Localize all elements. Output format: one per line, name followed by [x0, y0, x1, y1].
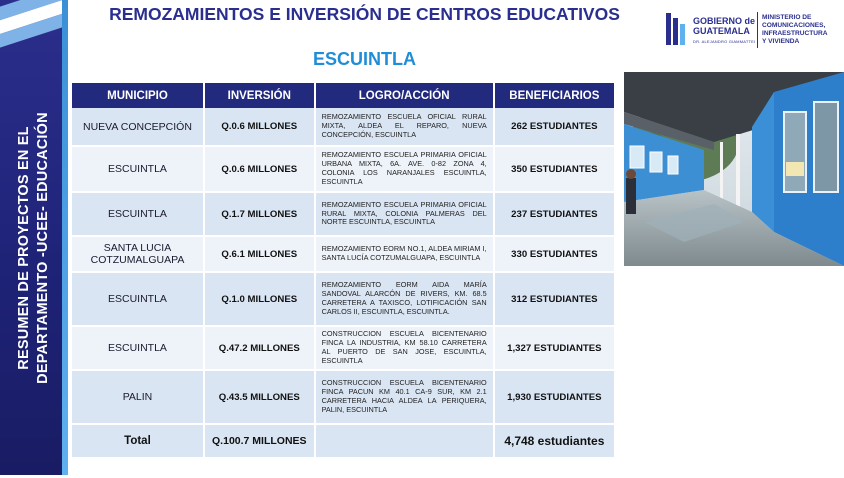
school-photo — [624, 72, 844, 266]
header-inversion: INVERSIÓN — [204, 83, 315, 108]
cell-beneficiarios: 1,930 ESTUDIANTES — [494, 370, 614, 424]
header-municipio: MUNICIPIO — [72, 83, 204, 108]
cell-municipio: PALIN — [72, 370, 204, 424]
cell-beneficiarios: 350 ESTUDIANTES — [494, 146, 614, 192]
cell-inversion: Q.47.2 MILLONES — [204, 326, 315, 370]
cell-municipio: NUEVA CONCEPCIÓN — [72, 108, 204, 146]
table-row — [72, 326, 614, 370]
cell-logro: CONSTRUCCION ESCUELA BICENTENARIO FINCA LA INDUSTRIA, KM 58.10 CARRETERA AL PUERTO DE SAN JOSE, ESCUINTLA, ESCUINTLA — [315, 326, 494, 370]
school-corridor-image — [624, 72, 844, 266]
side-title-line1: RESUMEN DE PROYECTOS EN EL — [16, 126, 32, 370]
ministry-line2: COMUNICACIONES, — [762, 22, 826, 29]
table-row — [72, 272, 614, 326]
cell-logro: REMOZAMIENTO EORM NO.1, ALDEA MIRIAM I, SANTA LUCÍA COTZUMALGUAPA, ESCUINTLA — [315, 236, 494, 272]
page-title: REMOZAMIENTOS E INVERSIÓN DE CENTROS EDUCATIVOS — [109, 4, 620, 24]
table-row — [72, 146, 614, 192]
total-label: Total — [72, 424, 204, 458]
ministry-line4: Y VIVIENDA — [762, 38, 800, 45]
cell-logro: CONSTRUCCION ESCUELA BICENTENARIO FINCA PACUN KM 40.1 CA-9 SUR, KM 2.1 CARRETERA HACIA ALDEA LA PERIQUERA, PALIN, ESCUINTLA — [315, 370, 494, 424]
header-beneficiarios: BENEFICIARIOS — [494, 83, 614, 108]
cell-inversion: Q.6.1 MILLONES — [204, 236, 315, 272]
cell-municipio: ESCUINTLA — [72, 326, 204, 370]
ministry-line1: MINISTERIO DE — [762, 14, 812, 21]
cell-beneficiarios: 262 ESTUDIANTES — [494, 108, 614, 146]
cell-inversion: Q.1.7 MILLONES — [204, 192, 315, 236]
table-row — [72, 370, 614, 424]
cell-municipio: ESCUINTLA — [72, 272, 204, 326]
cell-beneficiarios: 330 ESTUDIANTES — [494, 236, 614, 272]
cell-logro: REMOZAMIENTO ESCUELA PRIMARIA OFICIAL RURAL MIXTA, COLONIA PALMERAS DEL NORTE ESCUINTLA, ESCUINTLA — [315, 192, 494, 236]
table-row — [72, 192, 614, 236]
cell-beneficiarios: 312 ESTUDIANTES — [494, 272, 614, 326]
side-title — [15, 18, 53, 478]
cell-beneficiarios: 237 ESTUDIANTES — [494, 192, 614, 236]
cell-inversion: Q.0.6 MILLONES — [204, 146, 315, 192]
table-row — [72, 108, 614, 146]
logo-brand-tag: DR. ALEJANDRO GIAMMATTEI — [693, 39, 756, 44]
cell-inversion: Q.0.6 MILLONES — [204, 108, 315, 146]
government-logo — [664, 12, 840, 48]
logo-brand — [693, 16, 755, 47]
logo-brand-line2: GUATEMALA — [693, 26, 750, 36]
cell-logro: REMOZAMIENTO ESCUELA PRIMARIA OFICIAL URBANA MIXTA, 6A. AVE. 0-82 ZONA 4, COLONIA LOS NARANJALES ESCUINTLA, ESCUINTLA — [315, 146, 494, 192]
cell-inversion: Q.1.0 MILLONES — [204, 272, 315, 326]
header-logro: LOGRO/ACCIÓN — [315, 83, 494, 108]
table-total-row — [72, 424, 614, 458]
total-inversion: Q.100.7 MILLONES — [204, 424, 315, 458]
projects-table — [72, 83, 614, 459]
cell-inversion: Q.43.5 MILLONES — [204, 370, 315, 424]
cell-municipio: ESCUINTLA — [72, 192, 204, 236]
table-header-row — [72, 83, 614, 108]
logo-divider — [757, 12, 758, 48]
cell-beneficiarios: 1,327 ESTUDIANTES — [494, 326, 614, 370]
side-title-line2: DEPARTAMENTO -UCEE- EDUCACIÓN — [35, 112, 51, 384]
cell-municipio: ESCUINTLA — [72, 146, 204, 192]
total-logro-empty — [315, 424, 494, 458]
logo-brand-line1: GOBIERNO de — [693, 16, 756, 26]
cell-logro: REMOZAMIENTO EORM AIDA MARÍA SANDOVAL ALARCÓN DE RIVERS, KM. 68.5 CARRETERA A TAXISCO, LOTIFICACIÓN SAN CARLOS II, ESCUINTLA, ESCUINTLA. — [315, 272, 494, 326]
ministry-line3: INFRAESTRUCTURA — [762, 30, 828, 37]
side-accent-bar — [62, 0, 68, 475]
page-subtitle: ESCUINTLA — [313, 49, 416, 69]
cell-logro: REMOZAMIENTO ESCUELA OFICIAL RURAL MIXTA, ALDEA EL REPARO, NUEVA CONCEPCIÓN, ESCUINTLA — [315, 108, 494, 146]
table-row — [72, 236, 614, 272]
total-beneficiarios: 4,748 estudiantes — [494, 424, 614, 458]
logo-ministry — [762, 14, 828, 46]
cell-municipio: SANTA LUCIA COTZUMALGUAPA — [72, 236, 204, 272]
quetzal-emblem-icon — [664, 12, 688, 46]
